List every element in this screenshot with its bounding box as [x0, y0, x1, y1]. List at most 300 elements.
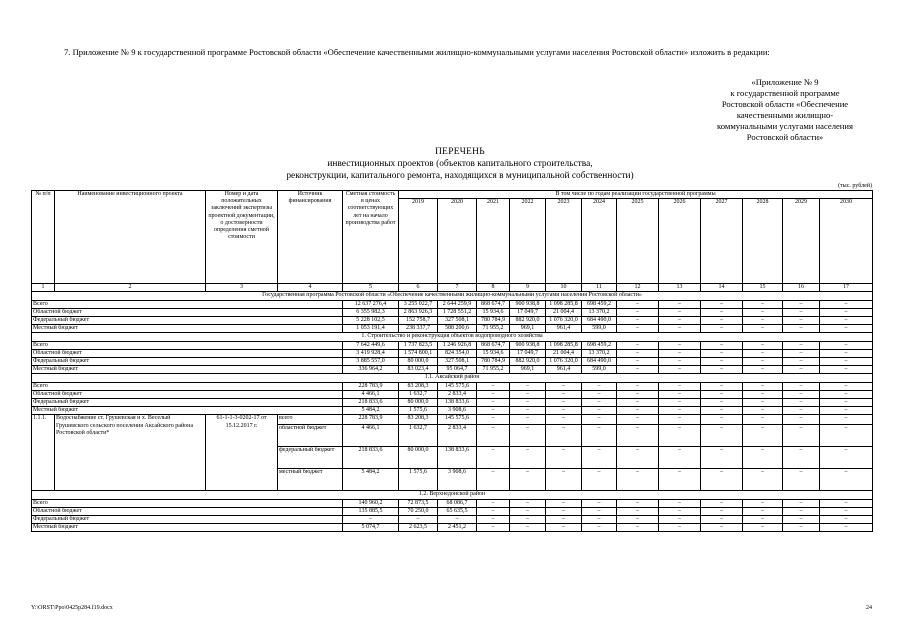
- value-cell: 3 419 928,4: [343, 349, 399, 357]
- intro-paragraph: [40, 47, 875, 58]
- value-cell: 2 451,2: [438, 524, 477, 532]
- column-number: 1: [32, 284, 55, 292]
- value-cell: 698 459,2: [582, 300, 617, 308]
- value-cell: 599,0: [582, 325, 617, 333]
- section-title: 1.2. Верхнедонской район: [32, 491, 873, 499]
- column-number: 9: [510, 284, 546, 292]
- value-cell: 218 833,6: [343, 399, 399, 407]
- value-cell: –: [783, 415, 820, 425]
- column-number: 11: [582, 284, 617, 292]
- value-cell: –: [783, 317, 820, 325]
- value-cell: 145 575,6: [438, 382, 477, 390]
- summary-row: [32, 349, 873, 357]
- value-cell: –: [743, 507, 783, 515]
- value-cell: 5 484,2: [343, 469, 399, 491]
- value-cell: –: [743, 447, 783, 469]
- value-cell: –: [617, 415, 659, 425]
- value-cell: –: [343, 516, 399, 524]
- row-label: Местный бюджет: [32, 366, 343, 374]
- project-row: [32, 415, 873, 425]
- value-cell: 80 000,0: [399, 358, 438, 366]
- value-cell: 140 960,2: [343, 499, 399, 507]
- row-label: Всего: [32, 341, 343, 349]
- annex-line: коммунальными услугами населения: [717, 121, 853, 131]
- value-cell: –: [783, 341, 820, 349]
- value-cell: –: [743, 399, 783, 407]
- value-cell: –: [783, 366, 820, 374]
- value-cell: 5 074,7: [343, 524, 399, 532]
- value-cell: –: [783, 325, 820, 333]
- row-label: Местный бюджет: [32, 407, 343, 415]
- value-cell: –: [743, 349, 783, 357]
- value-cell: 13 370,2: [582, 308, 617, 316]
- value-cell: 1 098 285,8: [546, 300, 582, 308]
- column-number: 3: [206, 284, 278, 292]
- value-cell: –: [617, 447, 659, 469]
- value-cell: –: [546, 447, 582, 469]
- value-cell: –: [701, 317, 743, 325]
- value-cell: 228 783,9: [343, 415, 399, 425]
- value-cell: –: [617, 308, 659, 316]
- value-cell: 13 370,2: [582, 349, 617, 357]
- value-cell: –: [820, 407, 873, 415]
- value-cell: –: [743, 469, 783, 491]
- value-cell: –: [820, 447, 873, 469]
- value-cell: –: [783, 499, 820, 507]
- value-cell: –: [820, 341, 873, 349]
- value-cell: –: [820, 390, 873, 398]
- row-label: Областной бюджет: [32, 308, 343, 316]
- value-cell: 900 938,8: [510, 341, 546, 349]
- section-title: 1.1. Аксайский район: [32, 374, 873, 382]
- document-subtitle: реконструкции, капитального ремонта, находящихся в муниципальной собственности): [286, 171, 634, 181]
- value-cell: –: [783, 382, 820, 390]
- value-cell: 145 575,6: [438, 415, 477, 425]
- value-cell: –: [783, 469, 820, 491]
- value-cell: –: [477, 399, 510, 407]
- value-cell: 7 642 449,6: [343, 341, 399, 349]
- value-cell: 900 938,8: [510, 300, 546, 308]
- value-cell: –: [783, 425, 820, 447]
- annex-block: [690, 77, 880, 143]
- value-cell: –: [582, 447, 617, 469]
- value-cell: –: [701, 415, 743, 425]
- value-cell: –: [783, 524, 820, 532]
- summary-row: [32, 317, 873, 325]
- summary-row: [32, 341, 873, 349]
- value-cell: 868 674,7: [477, 300, 510, 308]
- value-cell: –: [659, 366, 701, 374]
- header-expertise: Номер и дата положительных заключений экспертизы проектной документации, о достоверности определения сметной стоимости: [206, 191, 278, 284]
- units-label: (тыс. рублей): [838, 183, 872, 189]
- value-cell: –: [783, 349, 820, 357]
- value-cell: –: [701, 382, 743, 390]
- value-cell: –: [617, 516, 659, 524]
- value-cell: –: [582, 425, 617, 447]
- value-cell: 969,1: [510, 366, 546, 374]
- value-cell: –: [820, 499, 873, 507]
- value-cell: –: [820, 325, 873, 333]
- value-cell: –: [659, 358, 701, 366]
- funding-source: всего: [278, 415, 343, 425]
- header-years-group: В том числе по годам реализации государственной программы: [399, 191, 873, 199]
- value-cell: –: [477, 447, 510, 469]
- value-cell: –: [510, 507, 546, 515]
- header-number: № п/п: [32, 191, 55, 284]
- value-cell: –: [701, 447, 743, 469]
- value-cell: 83 023,4: [399, 366, 438, 374]
- row-label: Федеральный бюджет: [32, 399, 343, 407]
- section-row-verkhnedon: [32, 491, 873, 499]
- value-cell: –: [783, 507, 820, 515]
- header-year: 2023: [546, 199, 582, 284]
- value-cell: –: [477, 524, 510, 532]
- funding-source: областной бюджет: [278, 425, 343, 447]
- value-cell: 698 459,2: [582, 341, 617, 349]
- section-title: 1. Строительство и реконструкция объектов водопроводного хозяйства: [32, 333, 873, 341]
- summary-row: [32, 516, 873, 524]
- row-label: Федеральный бюджет: [32, 358, 343, 366]
- investment-projects-table: [31, 190, 873, 532]
- value-cell: –: [546, 399, 582, 407]
- value-cell: –: [659, 308, 701, 316]
- value-cell: 1 246 926,8: [438, 341, 477, 349]
- value-cell: 80 000,0: [399, 399, 438, 407]
- value-cell: 65 635,5: [438, 507, 477, 515]
- value-cell: 218 833,6: [343, 447, 399, 469]
- summary-row: [32, 507, 873, 515]
- value-cell: –: [546, 382, 582, 390]
- value-cell: 5 484,2: [343, 407, 399, 415]
- value-cell: –: [820, 399, 873, 407]
- column-number: 16: [783, 284, 820, 292]
- value-cell: –: [701, 341, 743, 349]
- value-cell: 1 575,6: [399, 407, 438, 415]
- value-cell: –: [582, 415, 617, 425]
- value-cell: –: [510, 447, 546, 469]
- value-cell: –: [701, 507, 743, 515]
- value-cell: 4 466,1: [343, 425, 399, 447]
- value-cell: –: [617, 366, 659, 374]
- value-cell: –: [659, 407, 701, 415]
- value-cell: –: [477, 407, 510, 415]
- value-cell: 882 920,0: [510, 358, 546, 366]
- value-cell: –: [659, 425, 701, 447]
- value-cell: –: [582, 390, 617, 398]
- value-cell: –: [477, 425, 510, 447]
- value-cell: –: [743, 341, 783, 349]
- value-cell: 152 758,7: [399, 317, 438, 325]
- header-project-name: Наименование инвестиционного проекта: [55, 191, 206, 284]
- value-cell: 599,0: [582, 366, 617, 374]
- value-cell: –: [617, 341, 659, 349]
- header-year: 2022: [510, 199, 546, 284]
- value-cell: –: [546, 390, 582, 398]
- row-label: Областной бюджет: [32, 390, 343, 398]
- value-cell: 684 490,0: [582, 358, 617, 366]
- value-cell: 71 955,2: [477, 325, 510, 333]
- value-cell: –: [820, 300, 873, 308]
- column-number: 6: [399, 284, 438, 292]
- value-cell: –: [743, 516, 783, 524]
- value-cell: –: [659, 390, 701, 398]
- value-cell: –: [546, 407, 582, 415]
- value-cell: –: [510, 415, 546, 425]
- value-cell: –: [743, 325, 783, 333]
- value-cell: 780 784,9: [477, 317, 510, 325]
- funding-source: федеральный бюджет: [278, 447, 343, 469]
- value-cell: 21 004,4: [546, 349, 582, 357]
- column-number: 14: [701, 284, 743, 292]
- column-number: 17: [820, 284, 873, 292]
- value-cell: 961,4: [546, 325, 582, 333]
- header-year: 2026: [659, 199, 701, 284]
- value-cell: 882 920,0: [510, 317, 546, 325]
- value-cell: 1 737 823,5: [399, 341, 438, 349]
- value-cell: –: [743, 366, 783, 374]
- value-cell: –: [617, 524, 659, 532]
- value-cell: –: [546, 425, 582, 447]
- value-cell: –: [783, 516, 820, 524]
- row-label: Областной бюджет: [32, 507, 343, 515]
- value-cell: 3 908,6: [438, 407, 477, 415]
- value-cell: 1 053 191,4: [343, 325, 399, 333]
- value-cell: –: [659, 399, 701, 407]
- value-cell: 1 574 800,1: [399, 349, 438, 357]
- value-cell: –: [701, 358, 743, 366]
- value-cell: –: [701, 300, 743, 308]
- value-cell: 72 873,5: [399, 499, 438, 507]
- value-cell: –: [659, 507, 701, 515]
- value-cell: 1 098 285,8: [546, 341, 582, 349]
- value-cell: –: [477, 507, 510, 515]
- value-cell: –: [701, 349, 743, 357]
- section-title: Государственная программа Ростовской области «Обеспечение качественными жилищно-коммунальными услугами населения Ростовской области»: [32, 292, 873, 300]
- summary-row: [32, 407, 873, 415]
- value-cell: –: [820, 425, 873, 447]
- annex-line: Ростовской области «Обеспечение: [721, 99, 849, 109]
- header-estimated-cost: Сметная стоимость в ценах соответствующих лет на начало производства работ: [343, 191, 399, 284]
- section-row-program: [32, 292, 873, 300]
- value-cell: –: [701, 325, 743, 333]
- value-cell: –: [399, 516, 438, 524]
- value-cell: –: [783, 308, 820, 316]
- value-cell: 3 885 557,0: [343, 358, 399, 366]
- value-cell: –: [510, 499, 546, 507]
- header-year: 2028: [743, 199, 783, 284]
- annex-line: качественными жилищно-: [736, 110, 834, 120]
- value-cell: –: [701, 425, 743, 447]
- value-cell: –: [546, 499, 582, 507]
- value-cell: 2 833,4: [438, 425, 477, 447]
- value-cell: –: [701, 469, 743, 491]
- value-cell: 1 575,6: [399, 469, 438, 491]
- value-cell: 71 955,2: [477, 366, 510, 374]
- value-cell: –: [659, 415, 701, 425]
- value-cell: –: [546, 516, 582, 524]
- value-cell: 83 208,3: [399, 382, 438, 390]
- row-label: Всего: [32, 300, 343, 308]
- column-number: 8: [477, 284, 510, 292]
- value-cell: 21 004,4: [546, 308, 582, 316]
- value-cell: 70 250,0: [399, 507, 438, 515]
- value-cell: –: [783, 399, 820, 407]
- value-cell: 969,1: [510, 325, 546, 333]
- value-cell: –: [820, 308, 873, 316]
- value-cell: 2 863 926,3: [399, 308, 438, 316]
- value-cell: –: [701, 399, 743, 407]
- value-cell: –: [659, 317, 701, 325]
- funding-source: местный бюджет: [278, 469, 343, 491]
- value-cell: 238 337,7: [399, 325, 438, 333]
- value-cell: –: [582, 516, 617, 524]
- value-cell: –: [582, 524, 617, 532]
- row-label: Федеральный бюджет: [32, 516, 343, 524]
- value-cell: –: [701, 366, 743, 374]
- value-cell: –: [477, 415, 510, 425]
- value-cell: –: [743, 382, 783, 390]
- value-cell: –: [510, 469, 546, 491]
- value-cell: –: [701, 516, 743, 524]
- value-cell: –: [743, 308, 783, 316]
- value-cell: –: [783, 358, 820, 366]
- value-cell: 780 784,9: [477, 358, 510, 366]
- column-numbers-row: [32, 284, 873, 292]
- value-cell: –: [617, 399, 659, 407]
- header-year: 2027: [701, 199, 743, 284]
- value-cell: 17 049,7: [510, 308, 546, 316]
- page-number: 24: [866, 605, 872, 611]
- value-cell: –: [820, 469, 873, 491]
- value-cell: –: [701, 407, 743, 415]
- annex-line: к государственной программе: [730, 88, 840, 98]
- value-cell: 588 200,6: [438, 325, 477, 333]
- summary-row: [32, 358, 873, 366]
- value-cell: 138 833,6: [438, 399, 477, 407]
- column-number: 10: [546, 284, 582, 292]
- value-cell: –: [820, 317, 873, 325]
- header-funding-source: Источник финансирования: [278, 191, 343, 284]
- value-cell: –: [783, 407, 820, 415]
- row-label: Федеральный бюджет: [32, 317, 343, 325]
- row-label: Всего: [32, 382, 343, 390]
- value-cell: 83 208,3: [399, 415, 438, 425]
- value-cell: –: [783, 390, 820, 398]
- value-cell: –: [743, 390, 783, 398]
- summary-row: [32, 399, 873, 407]
- value-cell: –: [659, 300, 701, 308]
- value-cell: –: [617, 300, 659, 308]
- value-cell: –: [477, 516, 510, 524]
- value-cell: –: [546, 415, 582, 425]
- value-cell: –: [582, 507, 617, 515]
- value-cell: –: [477, 469, 510, 491]
- value-cell: –: [510, 524, 546, 532]
- value-cell: –: [659, 524, 701, 532]
- value-cell: –: [820, 358, 873, 366]
- value-cell: –: [701, 524, 743, 532]
- column-number: 12: [617, 284, 659, 292]
- section-row-aksay: [32, 374, 873, 382]
- project-expertise: 61-1-1-3-0202-17 от 15.12.2017 г.: [206, 415, 278, 491]
- value-cell: –: [820, 524, 873, 532]
- value-cell: –: [617, 349, 659, 357]
- value-cell: 1 076 320,0: [546, 317, 582, 325]
- value-cell: –: [546, 524, 582, 532]
- value-cell: 3 908,6: [438, 469, 477, 491]
- value-cell: –: [510, 516, 546, 524]
- summary-row: [32, 325, 873, 333]
- value-cell: –: [701, 499, 743, 507]
- value-cell: 80 000,0: [399, 447, 438, 469]
- value-cell: –: [659, 325, 701, 333]
- header-year: 2025: [617, 199, 659, 284]
- footer-file-path: Y:\ORST\Ppo\0425p284.f19.docx: [31, 605, 113, 611]
- value-cell: –: [617, 317, 659, 325]
- value-cell: –: [617, 407, 659, 415]
- value-cell: –: [743, 407, 783, 415]
- value-cell: –: [510, 399, 546, 407]
- value-cell: 2 644 259,9: [438, 300, 477, 308]
- value-cell: 824 354,0: [438, 349, 477, 357]
- value-cell: 1 632,7: [399, 425, 438, 447]
- value-cell: 1 076 320,0: [546, 358, 582, 366]
- value-cell: –: [438, 516, 477, 524]
- value-cell: 327 508,1: [438, 358, 477, 366]
- value-cell: –: [477, 390, 510, 398]
- value-cell: –: [659, 469, 701, 491]
- value-cell: –: [743, 358, 783, 366]
- summary-row: [32, 499, 873, 507]
- value-cell: –: [510, 425, 546, 447]
- value-cell: –: [659, 382, 701, 390]
- value-cell: 4 466,1: [343, 390, 399, 398]
- summary-row: [32, 524, 873, 532]
- value-cell: 6 355 982,3: [343, 308, 399, 316]
- intro-text: 7. Приложение № 9 к государственной программе Ростовской области «Обеспечение качественными жилищно-коммунальными услугами населения Ростовской области» изложить в редакции:: [64, 47, 770, 57]
- value-cell: 95 064,7: [438, 366, 477, 374]
- value-cell: 138 833,6: [438, 447, 477, 469]
- value-cell: –: [510, 382, 546, 390]
- header-year: 2030: [820, 199, 873, 284]
- header-year: 2029: [783, 199, 820, 284]
- value-cell: –: [820, 382, 873, 390]
- value-cell: 684 490,0: [582, 317, 617, 325]
- header-year: 2024: [582, 199, 617, 284]
- document-heading: [250, 146, 670, 182]
- value-cell: –: [783, 447, 820, 469]
- value-cell: –: [617, 358, 659, 366]
- value-cell: –: [617, 507, 659, 515]
- value-cell: 12 637 276,4: [343, 300, 399, 308]
- column-number: 2: [55, 284, 206, 292]
- value-cell: –: [546, 469, 582, 491]
- header-year: 2020: [438, 199, 477, 284]
- value-cell: 2 833,4: [438, 390, 477, 398]
- value-cell: 68 086,7: [438, 499, 477, 507]
- document-subtitle: инвестиционных проектов (объектов капитального строительства,: [327, 159, 593, 169]
- column-number: 7: [438, 284, 477, 292]
- value-cell: 15 934,6: [477, 349, 510, 357]
- column-number: 5: [343, 284, 399, 292]
- value-cell: –: [617, 382, 659, 390]
- value-cell: 961,4: [546, 366, 582, 374]
- value-cell: 3 255 022,7: [399, 300, 438, 308]
- value-cell: –: [659, 447, 701, 469]
- value-cell: –: [477, 499, 510, 507]
- row-label: Местный бюджет: [32, 524, 343, 532]
- value-cell: 1 728 551,2: [438, 308, 477, 316]
